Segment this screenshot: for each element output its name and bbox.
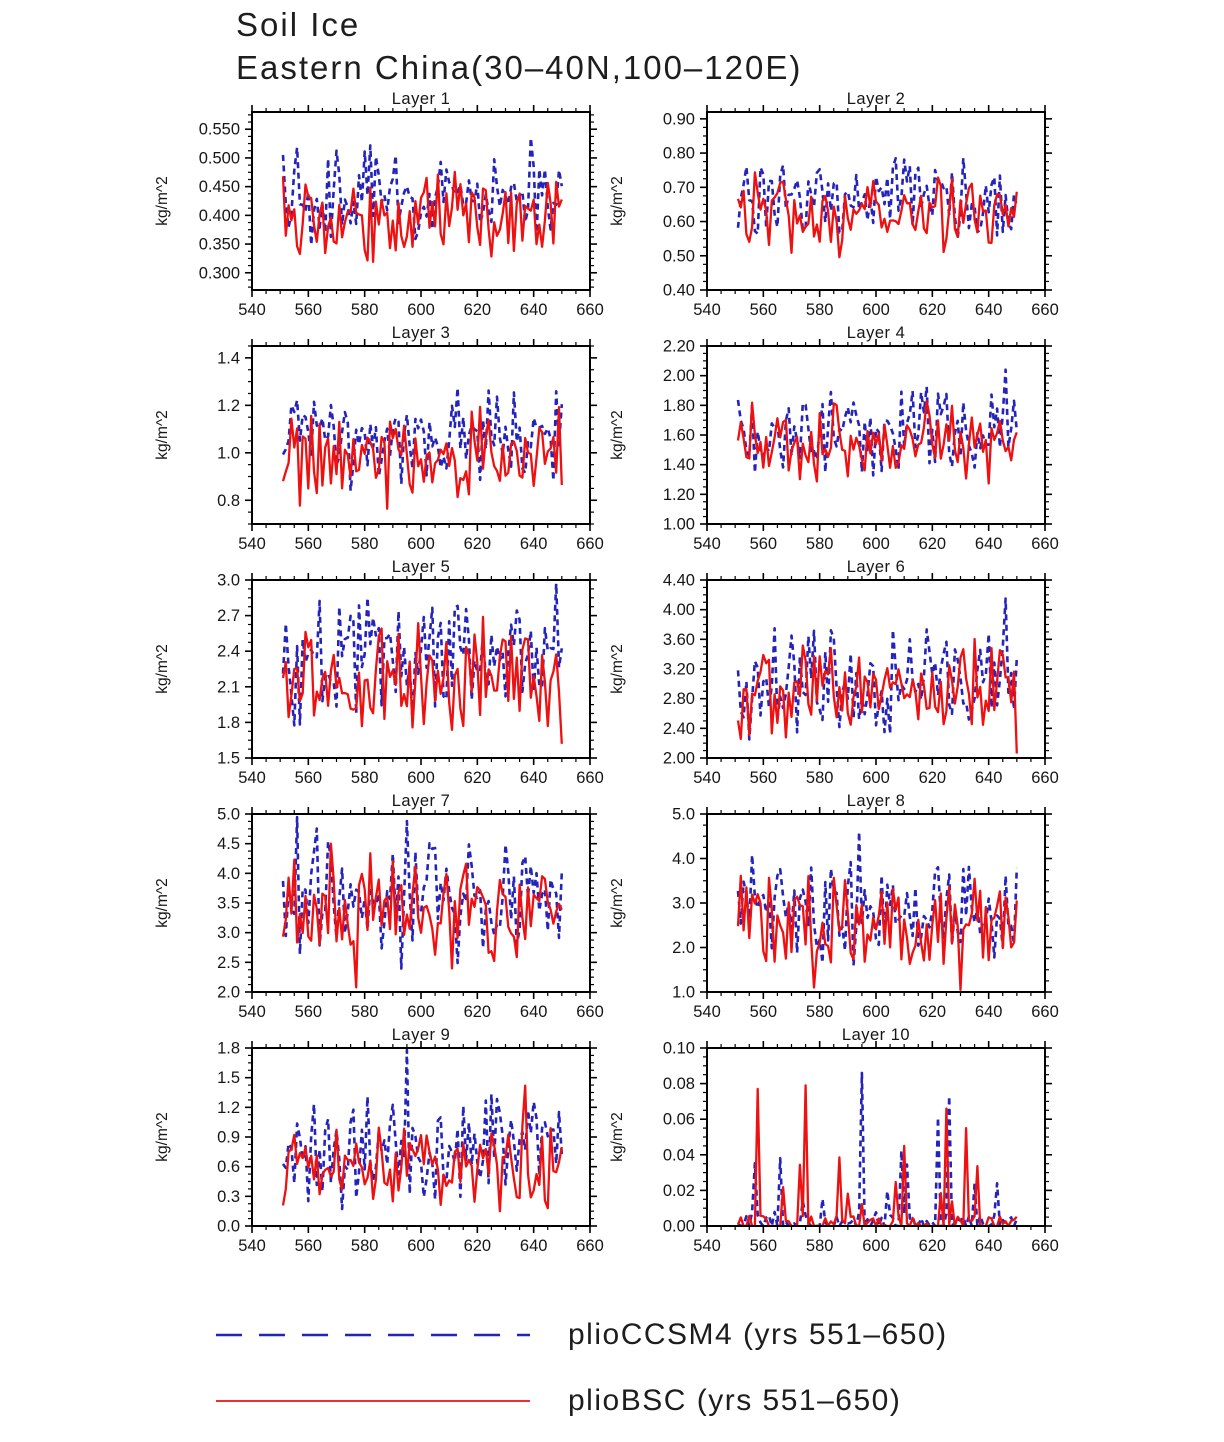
series-plioBSC-line	[738, 172, 1017, 257]
panel-title: Layer 10	[841, 1025, 911, 1044]
y-tick-label: 0.500	[198, 149, 240, 168]
x-tick-label: 660	[1031, 300, 1059, 319]
x-tick-label: 580	[805, 1236, 834, 1255]
x-tick-label: 540	[693, 534, 721, 553]
x-tick-label: 560	[749, 534, 778, 553]
y-tick-label: 2.00	[662, 366, 695, 385]
x-tick-label: 540	[238, 534, 266, 553]
y-tick-label: 0.10	[662, 1039, 695, 1058]
x-tick-label: 540	[238, 300, 266, 319]
x-tick-label: 580	[805, 534, 834, 553]
panel-title: Layer 6	[846, 557, 906, 576]
plot-frame	[707, 580, 1045, 758]
x-tick-label: 540	[238, 768, 266, 787]
series-plioBSC-line	[283, 617, 562, 744]
figure-subtitle: Eastern China(30–40N,100–120E)	[236, 48, 803, 86]
y-axis-unit-label: kg/m^2	[154, 1112, 171, 1162]
y-tick-label: 5.0	[217, 805, 240, 824]
y-tick-label: 0.9	[217, 1128, 240, 1147]
x-tick-label: 600	[862, 768, 890, 787]
y-axis-ticks	[217, 346, 597, 524]
panel-title: Layer 3	[391, 323, 451, 342]
subplot-layer-9	[140, 1026, 610, 1260]
x-tick-label: 600	[862, 534, 890, 553]
figure-title: Soil Ice	[236, 6, 361, 43]
x-tick-label: 540	[693, 300, 721, 319]
y-tick-label: 0.04	[662, 1146, 695, 1165]
y-tick-label: 4.0	[217, 864, 240, 883]
y-tick-label: 4.40	[662, 571, 695, 590]
y-tick-label: 0.8	[217, 491, 240, 510]
y-tick-label: 1.8	[217, 713, 240, 732]
x-tick-label: 660	[1031, 534, 1059, 553]
y-axis-unit-label: kg/m^2	[609, 1112, 626, 1162]
y-tick-label: 2.20	[662, 337, 695, 356]
y-axis-unit-label: kg/m^2	[154, 878, 171, 928]
x-tick-label: 580	[805, 768, 834, 787]
x-tick-label: 600	[862, 1002, 890, 1021]
x-tick-label: 620	[918, 300, 947, 319]
y-tick-label: 0.50	[662, 247, 695, 266]
y-tick-label: 3.20	[662, 660, 695, 679]
x-tick-label: 540	[238, 1236, 266, 1255]
y-tick-label: 4.0	[672, 849, 695, 868]
legend-label-pliobsc: plioBSC (yrs 551–650)	[568, 1383, 902, 1417]
x-tick-label: 640	[519, 1002, 548, 1021]
subplot-layer-6	[595, 558, 1065, 792]
x-tick-label: 620	[918, 534, 947, 553]
x-tick-label: 640	[974, 1236, 1003, 1255]
panel-title: Layer 8	[846, 791, 906, 810]
x-tick-label: 600	[407, 300, 435, 319]
x-tick-label: 600	[407, 768, 435, 787]
y-tick-label: 0.06	[662, 1110, 695, 1129]
series-plioBSC-line	[738, 1085, 1017, 1226]
x-tick-label: 660	[576, 300, 604, 319]
x-tick-label: 660	[576, 768, 604, 787]
x-tick-label: 560	[294, 300, 323, 319]
panel-title: Layer 1	[391, 89, 451, 108]
subplot-layer-4	[595, 324, 1065, 558]
series-plioBSC-line	[738, 639, 1017, 754]
x-tick-label: 640	[974, 768, 1003, 787]
subplot-layer-10	[595, 1026, 1065, 1260]
y-tick-label: 0.80	[662, 144, 695, 163]
subplot-layer-1	[140, 90, 610, 324]
x-tick-label: 600	[862, 300, 890, 319]
x-tick-label: 620	[463, 300, 492, 319]
y-tick-label: 0.300	[198, 264, 240, 283]
panel-title: Layer 5	[391, 557, 451, 576]
y-tick-label: 0.40	[662, 281, 695, 300]
series-plioBSC-line	[738, 876, 1017, 990]
x-tick-label: 640	[519, 300, 548, 319]
y-tick-label: 1.00	[662, 515, 695, 534]
x-tick-label: 560	[294, 1002, 323, 1021]
x-tick-label: 660	[576, 534, 604, 553]
x-tick-label: 560	[294, 1236, 323, 1255]
panel-title: Layer 7	[391, 791, 451, 810]
y-axis-unit-label: kg/m^2	[154, 410, 171, 460]
panel-title: Layer 2	[846, 89, 906, 108]
y-tick-label: 2.40	[662, 719, 695, 738]
y-tick-label: 5.0	[672, 805, 695, 824]
y-tick-label: 2.00	[662, 749, 695, 768]
pliobsc-solid-line-swatch	[214, 1395, 532, 1407]
y-tick-label: 3.0	[217, 571, 240, 590]
legend-item-pliobsc	[214, 1368, 1224, 1434]
x-tick-label: 560	[749, 768, 778, 787]
x-tick-label: 660	[576, 1236, 604, 1255]
x-tick-label: 660	[1031, 1002, 1059, 1021]
legend-label-plioccsm4: plioCCSM4 (yrs 551–650)	[568, 1317, 948, 1351]
y-tick-label: 2.5	[217, 953, 240, 972]
y-tick-label: 1.80	[662, 396, 695, 415]
series-plioCCSM4-line	[738, 369, 1017, 475]
y-tick-label: 0.6	[217, 1157, 240, 1176]
legend-item-plioccsm4	[214, 1302, 1224, 1368]
y-tick-label: 2.1	[217, 678, 240, 697]
x-tick-label: 640	[974, 534, 1003, 553]
x-tick-label: 620	[918, 1002, 947, 1021]
x-tick-label: 580	[350, 300, 379, 319]
y-tick-label: 0.450	[198, 177, 240, 196]
x-tick-label: 660	[1031, 1236, 1059, 1255]
legend	[0, 1302, 1224, 1434]
y-tick-label: 1.4	[217, 349, 240, 368]
y-tick-label: 0.00	[662, 1217, 695, 1236]
x-tick-label: 540	[693, 1236, 721, 1255]
y-tick-label: 0.60	[662, 212, 695, 231]
y-tick-label: 0.400	[198, 206, 240, 225]
y-tick-label: 1.40	[662, 455, 695, 474]
y-axis-ticks	[663, 1039, 1052, 1235]
x-tick-label: 620	[463, 534, 492, 553]
y-tick-label: 1.5	[217, 749, 240, 768]
x-tick-label: 580	[350, 1236, 379, 1255]
y-tick-label: 1.2	[217, 396, 240, 415]
y-axis-unit-label: kg/m^2	[609, 176, 626, 226]
x-tick-label: 620	[463, 1002, 492, 1021]
y-axis-unit-label: kg/m^2	[154, 644, 171, 694]
x-tick-label: 600	[407, 1236, 435, 1255]
y-tick-label: 2.4	[217, 642, 240, 661]
y-tick-label: 0.0	[217, 1217, 240, 1236]
plioccsm4-dashed-line-swatch	[214, 1329, 532, 1341]
x-tick-label: 660	[576, 1002, 604, 1021]
x-tick-label: 580	[805, 1002, 834, 1021]
y-tick-label: 0.02	[662, 1181, 695, 1200]
x-tick-label: 600	[407, 1002, 435, 1021]
y-tick-label: 1.60	[662, 426, 695, 445]
x-tick-label: 640	[519, 534, 548, 553]
x-tick-label: 660	[1031, 768, 1059, 787]
y-tick-label: 2.0	[672, 938, 695, 957]
y-tick-label: 1.20	[662, 485, 695, 504]
x-tick-label: 620	[918, 768, 947, 787]
y-tick-label: 3.5	[217, 894, 240, 913]
y-tick-label: 1.0	[672, 983, 695, 1002]
x-tick-label: 540	[693, 768, 721, 787]
y-tick-label: 0.350	[198, 235, 240, 254]
y-tick-label: 0.3	[217, 1187, 240, 1206]
panel-title: Layer 9	[391, 1025, 451, 1044]
y-axis-unit-label: kg/m^2	[609, 878, 626, 928]
x-tick-label: 580	[805, 300, 834, 319]
y-axis-unit-label: kg/m^2	[609, 644, 626, 694]
y-tick-label: 2.80	[662, 689, 695, 708]
x-tick-label: 540	[238, 1002, 266, 1021]
x-tick-label: 560	[749, 1236, 778, 1255]
x-tick-label: 540	[693, 1002, 721, 1021]
subplot-layer-5	[140, 558, 610, 792]
x-tick-label: 640	[974, 300, 1003, 319]
y-tick-label: 0.70	[662, 178, 695, 197]
y-tick-label: 3.60	[662, 630, 695, 649]
x-tick-label: 620	[463, 1236, 492, 1255]
subplot-layer-7	[140, 792, 610, 1026]
x-tick-label: 560	[749, 300, 778, 319]
y-tick-label: 0.08	[662, 1074, 695, 1093]
panel-title: Layer 4	[846, 323, 906, 342]
subplot-layer-8	[595, 792, 1065, 1026]
y-tick-label: 1.2	[217, 1098, 240, 1117]
subplot-layer-2	[595, 90, 1065, 324]
y-tick-label: 0.550	[198, 120, 240, 139]
y-tick-label: 1.8	[217, 1039, 240, 1058]
figure-header	[0, 0, 1224, 90]
plots-grid	[140, 90, 1080, 1260]
x-tick-label: 640	[974, 1002, 1003, 1021]
x-tick-label: 620	[918, 1236, 947, 1255]
x-tick-label: 620	[463, 768, 492, 787]
x-tick-label: 600	[862, 1236, 890, 1255]
y-tick-label: 4.5	[217, 834, 240, 853]
x-tick-label: 580	[350, 768, 379, 787]
x-tick-label: 640	[519, 768, 548, 787]
x-tick-label: 560	[294, 534, 323, 553]
y-axis-unit-label: kg/m^2	[609, 410, 626, 460]
subplot-layer-3	[140, 324, 610, 558]
x-tick-label: 640	[519, 1236, 548, 1255]
x-tick-label: 560	[294, 768, 323, 787]
x-tick-label: 560	[749, 1002, 778, 1021]
y-tick-label: 1.5	[217, 1068, 240, 1087]
x-tick-label: 580	[350, 534, 379, 553]
y-tick-label: 3.0	[217, 923, 240, 942]
y-tick-label: 0.90	[662, 110, 695, 129]
x-tick-label: 600	[407, 534, 435, 553]
y-tick-label: 2.7	[217, 606, 240, 625]
y-tick-label: 3.0	[672, 894, 695, 913]
y-tick-label: 1.0	[217, 444, 240, 463]
y-tick-label: 4.00	[662, 600, 695, 619]
y-axis-unit-label: kg/m^2	[154, 176, 171, 226]
y-tick-label: 2.0	[217, 983, 240, 1002]
x-tick-label: 580	[350, 1002, 379, 1021]
